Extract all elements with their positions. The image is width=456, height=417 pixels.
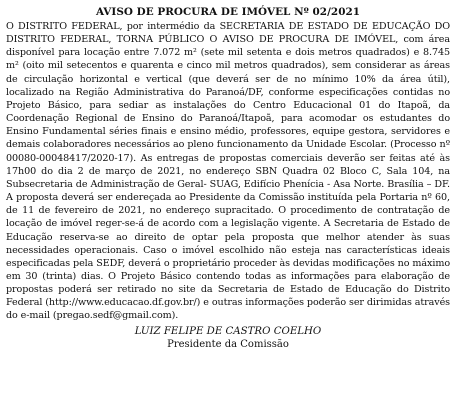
signer-role: Presidente da Comissão [167, 338, 289, 350]
signer-name: LUIZ FELIPE DE CASTRO COELHO [134, 325, 322, 337]
notice-body: O DISTRITO FEDERAL, por intermédio da SECRETARIA DE ESTADO DE EDUCAÇÃO DO DISTRITO FEDERAL, TORNA PÚBLICO O AVISO DE PROCURA DE IMÓVEL, com área disponível para locação entre 7.072 m² (sete mil setenta e dois metros quadrados) e 8.745 m² (oito mil setecentos e quarenta e cinco mil metros quadrados), sem considerar as áreas de circulação horizontal e vertical (que deverá ser de no mínimo 10% da área útil), localizado na Região Administrativa do Paranoá/DF, conforme especificações contidas no Projeto Básico, para sediar as instalações do Centro Educacional 01 do Itapoã, da Coordenação Regional de Ensino do Paranoá/Itapoã, para acomodar os estudantes do Ensino Fundamental séries finais e ensino médio, professores, equipe gestora, servidores e demais colaboradores necessários ao pleno funcionamento da Unidade Escolar. (Processo nº 00080-00048417/2020-17). As entregas de propostas comerciais deverão ser feitas até às 17h00 do dia 2 de março de 2021, no endereço SBN Quadra 02 Bloco C, Sala 104, na Subsecretaria de Administração de Geral- SUAG, Edifício Phenícia - Asa Norte. Brasília – DF. A proposta deverá ser endereçada ao Presidente da Comissão instituída pela Portaria nº 60, de 11 de fevereiro de 2021, no endereço supracitado. O procedimento de contratação de locação de imóvel reger-se-á de acordo com a legislação vigente. A Secretaria de Estado de Educação reserva-se ao direito de optar pela proposta que melhor atender às suas necessidades operacionais. Caso o imóvel escolhido não esteja nas características ideais especificadas pela SEDF, deverá o proprietário proceder às devidas modificações no máximo em 30 (trinta) dias. O Projeto Básico contendo todas as informações para elaboração de propostas poderá ser retirado no site da Secretaria de Estado de Educação do Distrito Federal (http://www.educacao.df.gov.br/) e outras informações poderão ser dirimidas através do e-mail (pregao.sedf@gmail.com). [6, 21, 450, 322]
notice-title: AVISO DE PROCURA DE IMÓVEL Nº 02/2021 [95, 6, 361, 18]
